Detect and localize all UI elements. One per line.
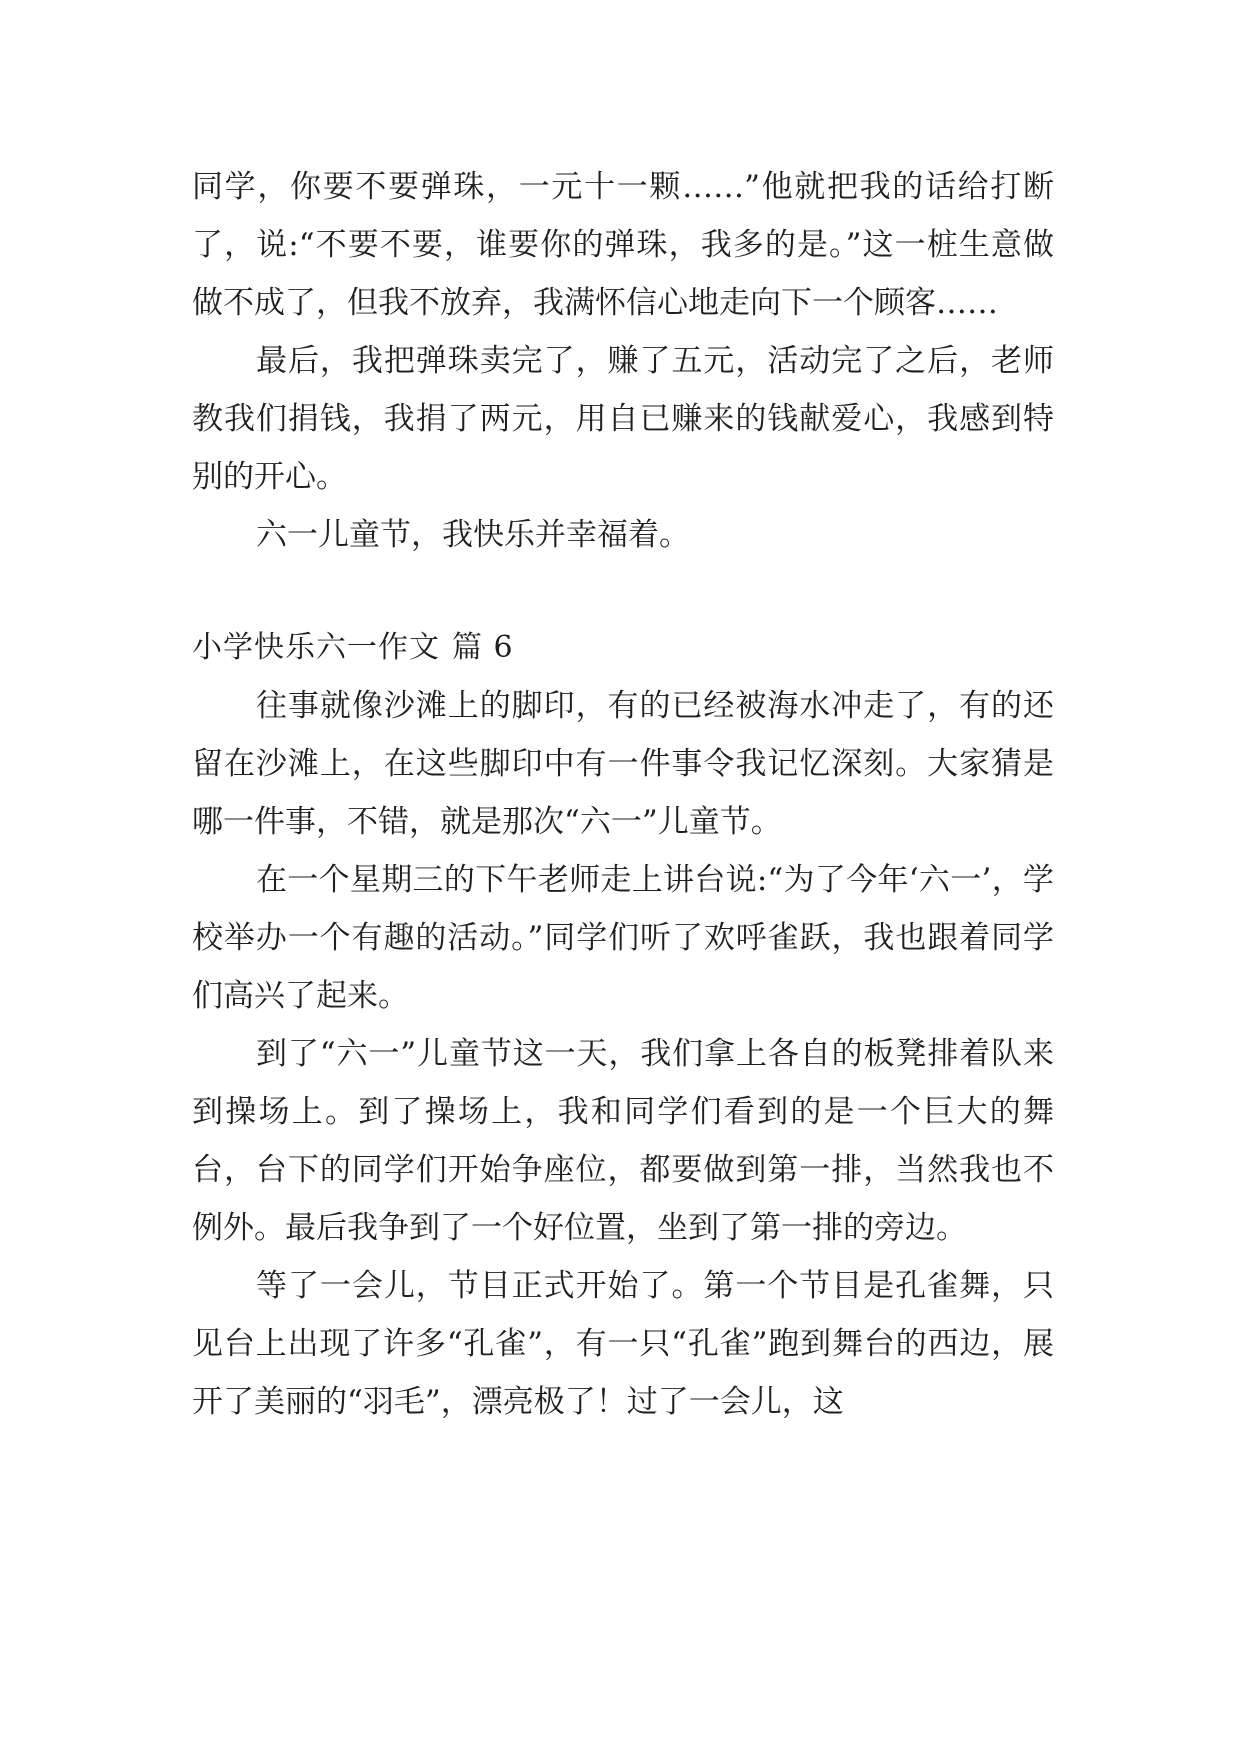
paragraph-3: 六一儿童节，我快乐并幸福着。 (256, 517, 690, 553)
paragraph-1: 同学，你要不要弹珠，一元十一颗……”他就把我的话给打断了，说:“不要不要，谁要你的弹珠，我多的是。”这一桩生意做做不成了，但我不放弃，我满怀信心地走向下一个顾客…… (192, 169, 1054, 321)
document-page (192, 158, 1054, 1431)
paragraph-6: 到了“六一”儿童节这一天，我们拿上各自的板凳排着队来到操场上。到了操场上，我和同学们看到的是一个巨大的舞台，台下的同学们开始争座位，都要做到第一排，当然我也不例外。最后我争到了一个好位置，坐到了第一排的旁边。 (192, 1036, 1054, 1246)
paragraph-7: 等了一会儿，节目正式开始了。第一个节目是孔雀舞，只见台上出现了许多“孔雀”，有一只“孔雀”跑到舞台的西边，展开了美丽的“羽毛”，漂亮极了！过了一会儿，这 (192, 1268, 1054, 1420)
section-heading (192, 619, 1054, 677)
section-title: 小学快乐六一作文 (192, 630, 440, 665)
paragraph-2: 最后，我把弹珠卖完了，赚了五元，活动完了之后，老师教我们捐钱，我捐了两元，用自已赚来的钱献爱心，我感到特别的开心。 (192, 343, 1054, 495)
paragraph-4: 往事就像沙滩上的脚印，有的已经被海水冲走了，有的还留在沙滩上，在这些脚印中有一件事令我记忆深刻。大家猜是哪一件事，不错，就是那次“六一”儿童节。 (192, 688, 1054, 840)
paragraph-5: 在一个星期三的下午老师走上讲台说:“为了今年‘六一’，学校举办一个有趣的活动。”同学们听了欢呼雀跃，我也跟着同学们高兴了起来。 (192, 862, 1054, 1014)
section-number: 篇 6 (452, 630, 514, 665)
